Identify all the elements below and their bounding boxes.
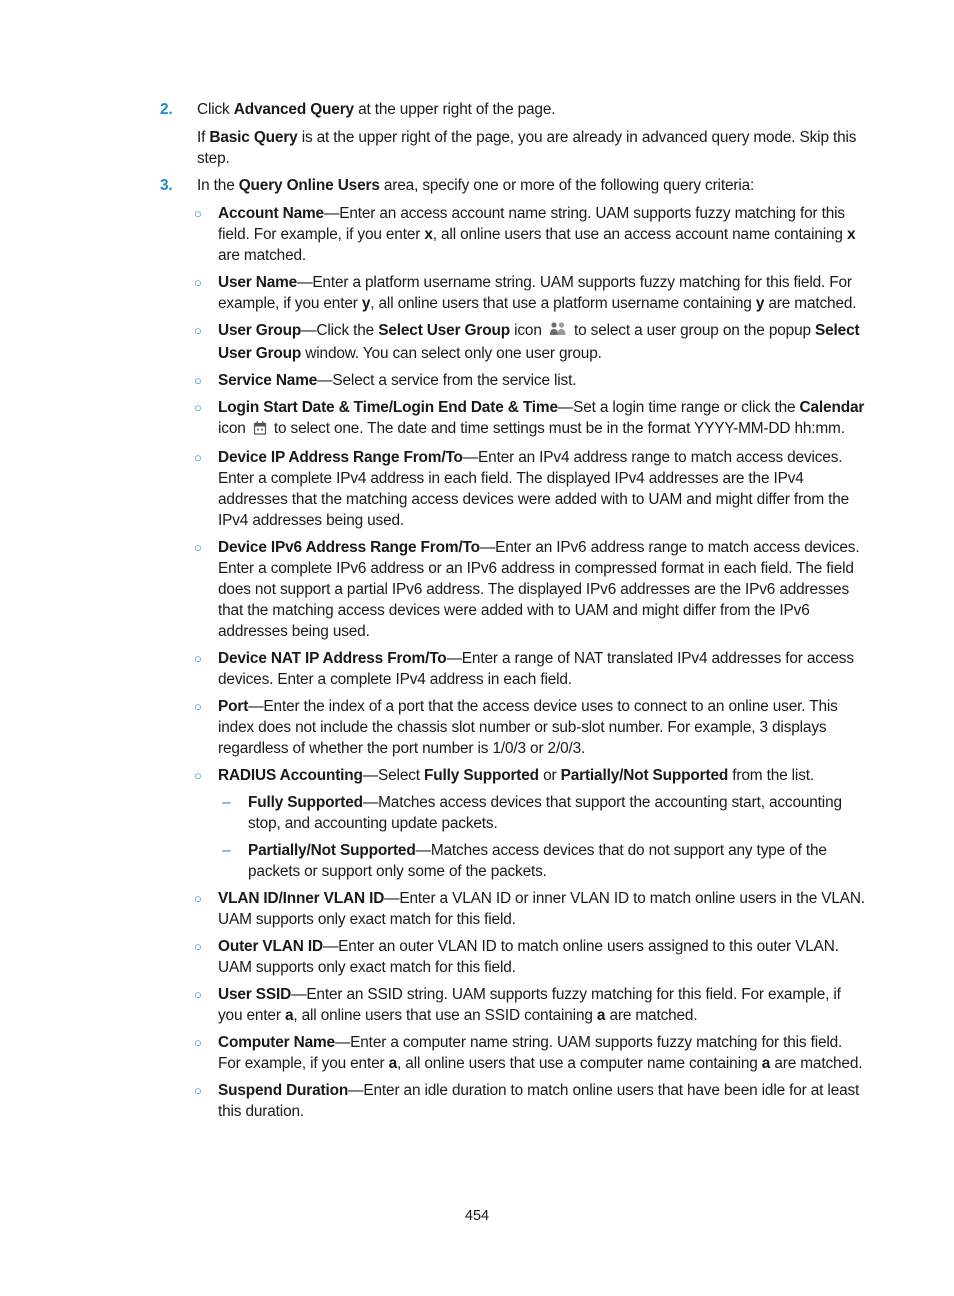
step-2-note <box>160 127 866 169</box>
step-text: at the upper right of the page. <box>353 101 556 118</box>
criterion-text: —Select a service from the service list. <box>317 372 577 389</box>
criterion-text: —Enter an access account name string. UAM supports fuzzy matching for this field. For example, if you enter <box>218 205 845 243</box>
calendar-term: Calendar <box>799 399 865 416</box>
criterion-term: Device NAT IP Address From/To <box>218 650 447 667</box>
criterion-text: are matched. <box>770 1055 863 1072</box>
criterion-term: User Name <box>218 274 298 291</box>
bullet-icon: ○ <box>194 699 202 714</box>
criterion-text: —Enter a platform username string. UAM supports fuzzy matching for this field. For example, if you enter <box>218 274 852 312</box>
criterion-text: to select one. The date and time settings must be in the format YYYY-MM-DD hh:mm. <box>269 420 845 437</box>
advanced-query-term: Advanced Query <box>233 101 354 118</box>
step-text: Click <box>197 101 234 118</box>
criterion-term: Device IPv6 Address Range From/To <box>218 539 480 556</box>
criterion-term: Outer VLAN ID <box>218 938 323 955</box>
dash-bullet-icon: – <box>222 794 231 811</box>
criterion-term: Service Name <box>218 372 318 389</box>
bullet-icon: ○ <box>194 891 202 906</box>
criterion-text: icon <box>218 420 250 437</box>
criterion-vlan-id <box>160 888 866 930</box>
criterion-text: from the list. <box>728 767 814 784</box>
criterion-radius-accounting <box>160 765 866 786</box>
criterion-text: to select a user group on the popup <box>569 322 816 339</box>
criterion-term: Suspend Duration <box>218 1082 349 1099</box>
dash-bullet-icon: – <box>222 842 231 859</box>
criterion-term: RADIUS Accounting <box>218 767 363 784</box>
calendar-icon <box>253 420 267 441</box>
criterion-term: Computer Name <box>218 1034 335 1051</box>
option-term: Partially/Not Supported <box>560 767 729 784</box>
criterion-user-group <box>160 320 866 364</box>
select-user-group-term: Select User Group <box>378 322 510 339</box>
criterion-outer-vlan-id <box>160 936 866 978</box>
bullet-icon: ○ <box>194 939 202 954</box>
note-text: is at the upper right of the page, you are already in advanced query mode. Skip this step. <box>197 129 857 167</box>
step-text: area, specify one or more of the following query criteria: <box>379 177 755 194</box>
bullet-icon: ○ <box>194 987 202 1002</box>
example-value: x <box>846 226 856 243</box>
criterion-service-name <box>160 370 866 391</box>
criterion-text: , all online users that use an SSID containing <box>293 1007 597 1024</box>
criterion-text: —Enter an IPv6 address range to match access devices. Enter a complete IPv6 address or an IPv6 address in compressed format in each field. The field does not support a partial IPv6 address. The displayed IPv6 addresses are the IPv6 addresses that the matching access devices were added with to UAM and might differ from the IPv6 addresses being used. <box>218 539 860 640</box>
criterion-text: —Enter an IPv4 address range to match access devices. Enter a complete IPv4 address in each field. The displayed IPv4 addresses are the IPv4 addresses that the matching access devices were added with to UAM and might differ from the IPv4 addresses being used. <box>218 449 850 529</box>
step-number: 3. <box>160 177 173 194</box>
criterion-text: —Enter an SSID string. UAM supports fuzzy matching for this field. For example, if you enter <box>218 986 841 1024</box>
criterion-term: User Group <box>218 322 302 339</box>
step-number: 2. <box>160 101 173 118</box>
sub-criterion-text: —Matches access devices that support the accounting start, accounting stop, and accounting update packets. <box>248 794 842 832</box>
criterion-text: , all online users that use a computer name containing <box>397 1055 762 1072</box>
bullet-icon: ○ <box>194 651 202 666</box>
example-value: a <box>761 1055 771 1072</box>
criterion-text: —Click the <box>301 322 379 339</box>
bullet-icon: ○ <box>194 1083 202 1098</box>
select-user-group-window-term: Select User Group <box>218 322 860 362</box>
criterion-term: Device IP Address Range From/To <box>218 449 463 466</box>
page-number: 454 <box>464 1208 490 1224</box>
criterion-text: —Enter an outer VLAN ID to match online users assigned to this outer VLAN. UAM supports only exact match for this field. <box>218 938 839 976</box>
example-value: y <box>361 295 371 312</box>
example-value: a <box>284 1007 294 1024</box>
criterion-login-date <box>160 397 866 441</box>
criterion-device-nat-ip <box>160 648 866 690</box>
criterion-text: , all online users that use a platform username containing <box>370 295 756 312</box>
example-value: a <box>388 1055 398 1072</box>
example-value: x <box>424 226 433 243</box>
basic-query-term: Basic Query <box>209 129 298 146</box>
criterion-text: —Enter a computer name string. UAM supports fuzzy matching for this field. For example, if you enter <box>218 1034 843 1072</box>
criterion-user-ssid <box>160 984 866 1026</box>
criterion-text: —Select <box>362 767 425 784</box>
criterion-account-name <box>160 203 866 266</box>
criterion-suspend-duration <box>160 1080 866 1122</box>
bullet-icon: ○ <box>194 540 202 555</box>
criterion-text: —Enter an idle duration to match online users that have been idle for at least this duration. <box>218 1082 860 1120</box>
criterion-text: —Enter a VLAN ID or inner VLAN ID to match online users in the VLAN. UAM supports only exact match for this field. <box>218 890 865 928</box>
sub-criterion-term: Fully Supported <box>248 794 363 811</box>
sub-criterion-fully-supported <box>160 792 866 834</box>
step-3 <box>160 175 866 196</box>
criterion-text: are matched. <box>605 1007 698 1024</box>
step-2 <box>160 99 866 120</box>
bullet-icon: ○ <box>194 400 202 415</box>
criterion-device-ip-range <box>160 447 866 531</box>
example-value: a <box>596 1007 606 1024</box>
bullet-icon: ○ <box>194 1035 202 1050</box>
bullet-icon: ○ <box>194 450 202 465</box>
example-value: y <box>755 295 765 312</box>
bullet-icon: ○ <box>194 768 202 783</box>
criterion-text: —Enter a range of NAT translated IPv4 addresses for access devices. Enter a complete IPv4 address in each field. <box>218 650 854 688</box>
criterion-term: VLAN ID/Inner VLAN ID <box>218 890 385 907</box>
note-text: If <box>197 129 210 146</box>
query-online-users-term: Query Online Users <box>238 177 380 194</box>
criterion-port <box>160 696 866 759</box>
option-term: Fully Supported <box>424 767 539 784</box>
sub-criterion-text: —Matches access devices that do not support any type of the packets or support only some of the packets. <box>248 842 827 880</box>
bullet-icon: ○ <box>194 373 202 388</box>
criterion-text: —Enter the index of a port that the access device uses to connect to an online user. This index does not include the chassis slot number or sub-slot number. For example, 3 displays regardless of whether the port number is 1/0/3 or 2/0/3. <box>218 698 838 757</box>
criterion-text: —Set a login time range or click the <box>557 399 800 416</box>
criterion-term: Port <box>218 698 249 715</box>
criterion-text: are matched. <box>764 295 857 312</box>
procedure-content <box>160 99 866 1128</box>
user-group-icon <box>549 321 567 343</box>
criterion-text: icon <box>509 322 546 339</box>
bullet-icon: ○ <box>194 275 202 290</box>
step-text: In the <box>197 177 239 194</box>
criterion-user-name <box>160 272 866 314</box>
criterion-term: User SSID <box>218 986 292 1003</box>
criterion-text: window. You can select only one user group. <box>301 345 602 362</box>
bullet-icon: ○ <box>194 323 202 338</box>
criterion-term: Login Start Date & Time/Login End Date & Time <box>218 399 558 416</box>
criterion-computer-name <box>160 1032 866 1074</box>
criterion-text: , all online users that use an access account name containing <box>432 226 847 243</box>
criterion-term: Account Name <box>218 205 324 222</box>
bullet-icon: ○ <box>194 206 202 221</box>
criterion-text: are matched. <box>218 247 307 264</box>
criterion-device-ipv6-range <box>160 537 866 642</box>
sub-criterion-partially-supported <box>160 840 866 882</box>
sub-criterion-term: Partially/Not Supported <box>248 842 416 859</box>
criterion-text: or <box>538 767 561 784</box>
